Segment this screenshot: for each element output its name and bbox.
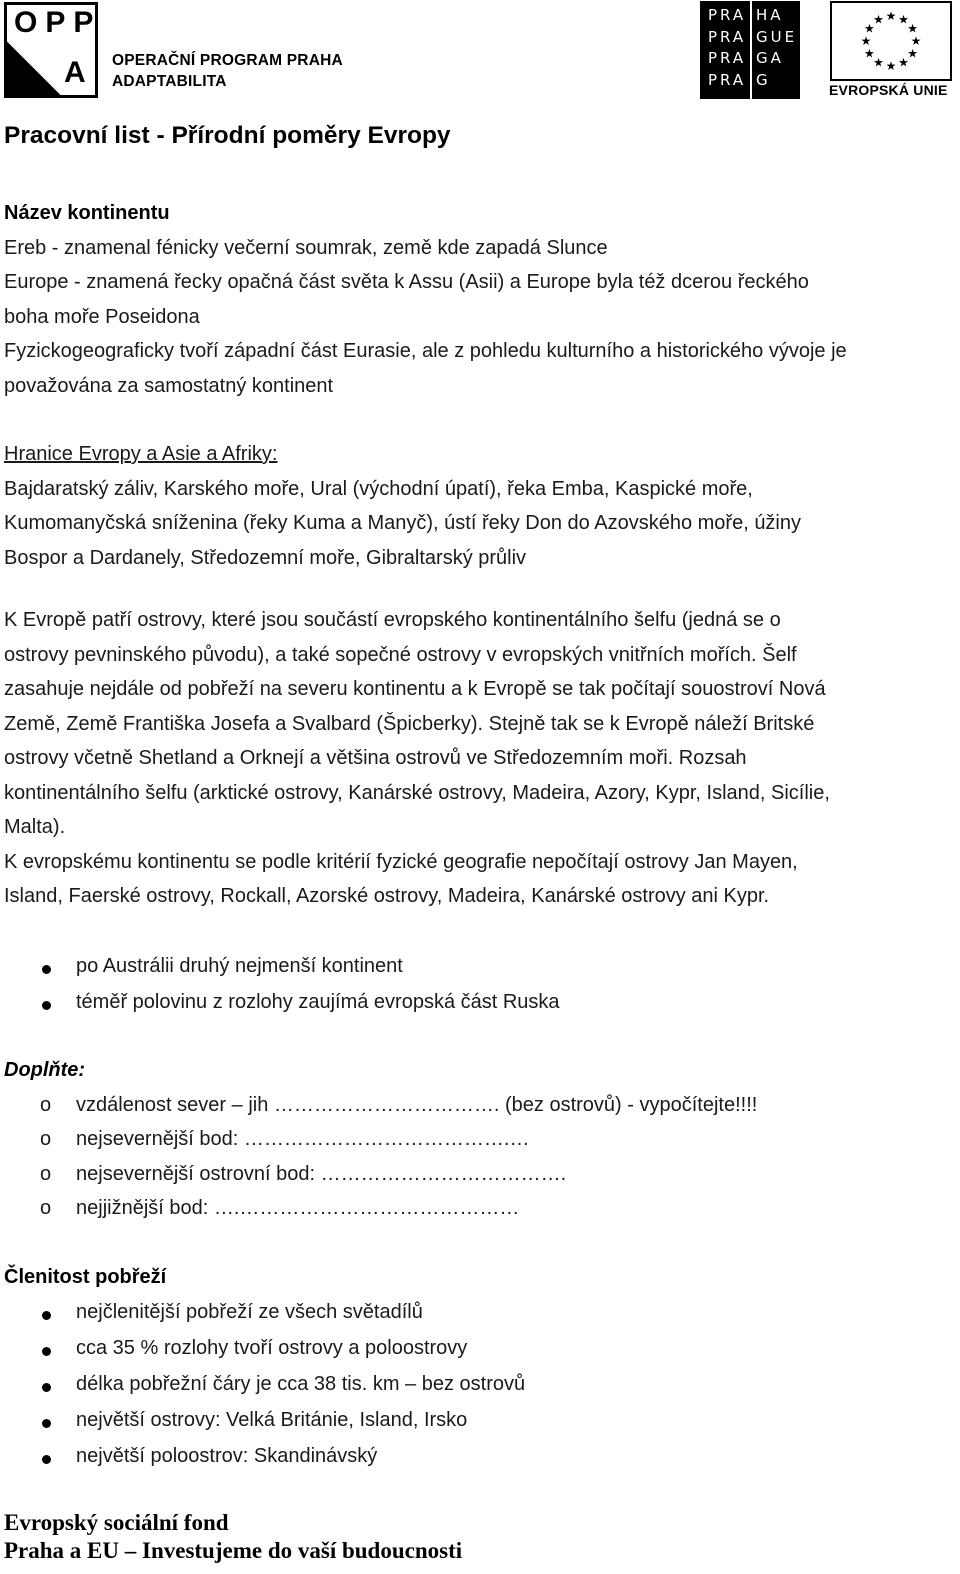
eu-star-icon: ★ xyxy=(885,9,897,23)
circle-bullet-icon: o xyxy=(40,1197,52,1219)
list-item: délka pobřežní čáry je cca 38 tis. km – bez ostrovů xyxy=(76,1373,526,1395)
bullet-icon xyxy=(42,965,51,974)
paragraph-line: ostrovy včetně Shetland a Orknejí a většina ostrovů ve Středozemním moři. Rozsah xyxy=(4,747,747,769)
eu-star-icon: ★ xyxy=(907,21,919,36)
eu-star-icon: ★ xyxy=(885,59,897,73)
paragraph-line: zasahuje nejdále od pobřeží na severu kontinentu a k Evropě se tak počítají souostroví Nová xyxy=(4,678,826,700)
list-item: téměř polovinu z rozlohy zaujímá evropská část Ruska xyxy=(76,991,560,1013)
opp-logo-text xyxy=(112,50,343,92)
footer-line-1: Evropský sociální fond xyxy=(4,1510,229,1535)
bullet-icon xyxy=(42,1455,51,1464)
paragraph-line: K Evropě patří ostrovy, které jsou součástí evropského kontinentálního šelfu (jedná se o xyxy=(4,609,781,631)
paragraph-line: ostrovy pevninského původu), a také sopečné ostrovy v evropských vnitřních mořích. Šelf xyxy=(4,644,797,666)
section-heading-name: Název kontinentu xyxy=(4,202,170,224)
paragraph-line: Bajdaratský záliv, Karského moře, Ural (východní úpatí), řeka Emba, Kaspické moře, xyxy=(4,478,753,500)
paragraph-line: považována za samostatný kontinent xyxy=(4,375,334,397)
paragraph-line: Fyzickogeograficky tvoří západní část Eurasie, ale z pohledu kulturního a historického vývoje je xyxy=(4,340,847,362)
page-title: Pracovní list - Přírodní poměry Evropy xyxy=(4,122,451,149)
eu-star-icon: ★ xyxy=(873,12,884,27)
praha-logo-right-column: HA GUE GA G xyxy=(756,6,798,89)
section-heading-borders: Hranice Evropy a Asie a Afriky: xyxy=(4,443,278,465)
paragraph-line: Země, Země Františka Josefa a Svalbard (Špicberky). Stejně tak se k Evropě náleží Britské xyxy=(4,713,815,735)
paragraph-line: Kumomanyčská sníženina (řeky Kuma a Manyč), ústí řeky Don do Azovského moře, úžiny xyxy=(4,512,802,534)
paragraph-line: Malta). xyxy=(4,816,66,838)
bullet-icon xyxy=(42,1001,51,1010)
bullet-icon xyxy=(42,1383,51,1392)
fill-in-item: nejsevernější bod: ………………………………….… xyxy=(76,1128,530,1150)
paragraph-line: Ereb - znamenal fénicky večerní soumrak, země kde zapadá Slunce xyxy=(4,237,608,259)
eu-star-icon: ★ xyxy=(907,46,919,61)
eu-star-icon: ★ xyxy=(873,55,884,70)
eu-stars xyxy=(832,3,950,79)
circle-bullet-icon: o xyxy=(40,1163,52,1185)
section-heading-fill-in: Doplňte: xyxy=(4,1059,86,1081)
opp-logo xyxy=(4,2,102,98)
list-item: cca 35 % rozlohy tvoří ostrovy a poloostrovy xyxy=(76,1337,468,1359)
eu-star-icon: ★ xyxy=(898,55,909,70)
eu-star-icon: ★ xyxy=(863,46,875,61)
opp-logo-top-letters: OPP xyxy=(14,6,102,39)
praha-logo xyxy=(700,1,800,99)
eu-flag-icon xyxy=(830,1,952,81)
list-item: po Austrálii druhý nejmenší kontinent xyxy=(76,955,403,977)
list-item: nejčlenitější pobřeží ze všech světadílů xyxy=(76,1301,423,1323)
bullet-icon xyxy=(42,1311,51,1320)
eu-star-icon: ★ xyxy=(898,12,909,27)
fill-in-item: nejsevernější ostrovní bod: ………………………………. xyxy=(76,1163,567,1185)
circle-bullet-icon: o xyxy=(40,1094,52,1116)
circle-bullet-icon: o xyxy=(40,1128,52,1150)
list-item: největší poloostrov: Skandinávský xyxy=(76,1445,378,1467)
opp-logo-bottom-letter: A xyxy=(64,56,86,89)
fill-in-item: vzdálenost sever – jih ……………………………. (bez ostrovů) - vypočítejte!!!! xyxy=(76,1094,758,1116)
paragraph-line: Europe - znamená řecky opačná část světa k Assu (Asii) a Europe byla též dcerou řeckého xyxy=(4,271,809,293)
fill-in-item: nejjižnější bod: ….…………………………………… xyxy=(76,1197,520,1219)
list-item: největší ostrovy: Velká Británie, Island, Irsko xyxy=(76,1409,468,1431)
opp-logo-line-1: OPERAČNÍ PROGRAM PRAHA xyxy=(112,52,343,69)
praha-logo-divider xyxy=(750,1,752,99)
paragraph-line: boha moře Poseidona xyxy=(4,306,200,328)
paragraph-line: Bospor a Dardanely, Středozemní moře, Gibraltarský průliv xyxy=(4,547,527,569)
opp-logo-line-2: ADAPTABILITA xyxy=(112,73,227,90)
footer-line-2: Praha a EU – Investujeme do vaší budoucnosti xyxy=(4,1538,463,1563)
eu-star-icon: ★ xyxy=(910,34,922,48)
paragraph-line: kontinentálního šelfu (arktické ostrovy, Kanárské ostrovy, Madeira, Azory, Kypr, Island, Sicílie, xyxy=(4,782,830,804)
bullet-icon xyxy=(42,1347,51,1356)
eu-star-icon: ★ xyxy=(860,34,872,48)
bullet-icon xyxy=(42,1419,51,1428)
praha-logo-left-column: PRA PRA PRA PRA xyxy=(708,6,747,89)
eu-star-icon: ★ xyxy=(863,21,875,36)
paragraph-line: K evropskému kontinentu se podle kritérií fyzické geografie nepočítají ostrovy Jan Mayen, xyxy=(4,851,798,873)
section-heading-coast: Členitost pobřeží xyxy=(4,1266,167,1288)
eu-label: EVROPSKÁ UNIE xyxy=(829,82,948,98)
paragraph-line: Island, Faerské ostrovy, Rockall, Azorské ostrovy, Madeira, Kanárské ostrovy ani Kypr. xyxy=(4,885,770,907)
